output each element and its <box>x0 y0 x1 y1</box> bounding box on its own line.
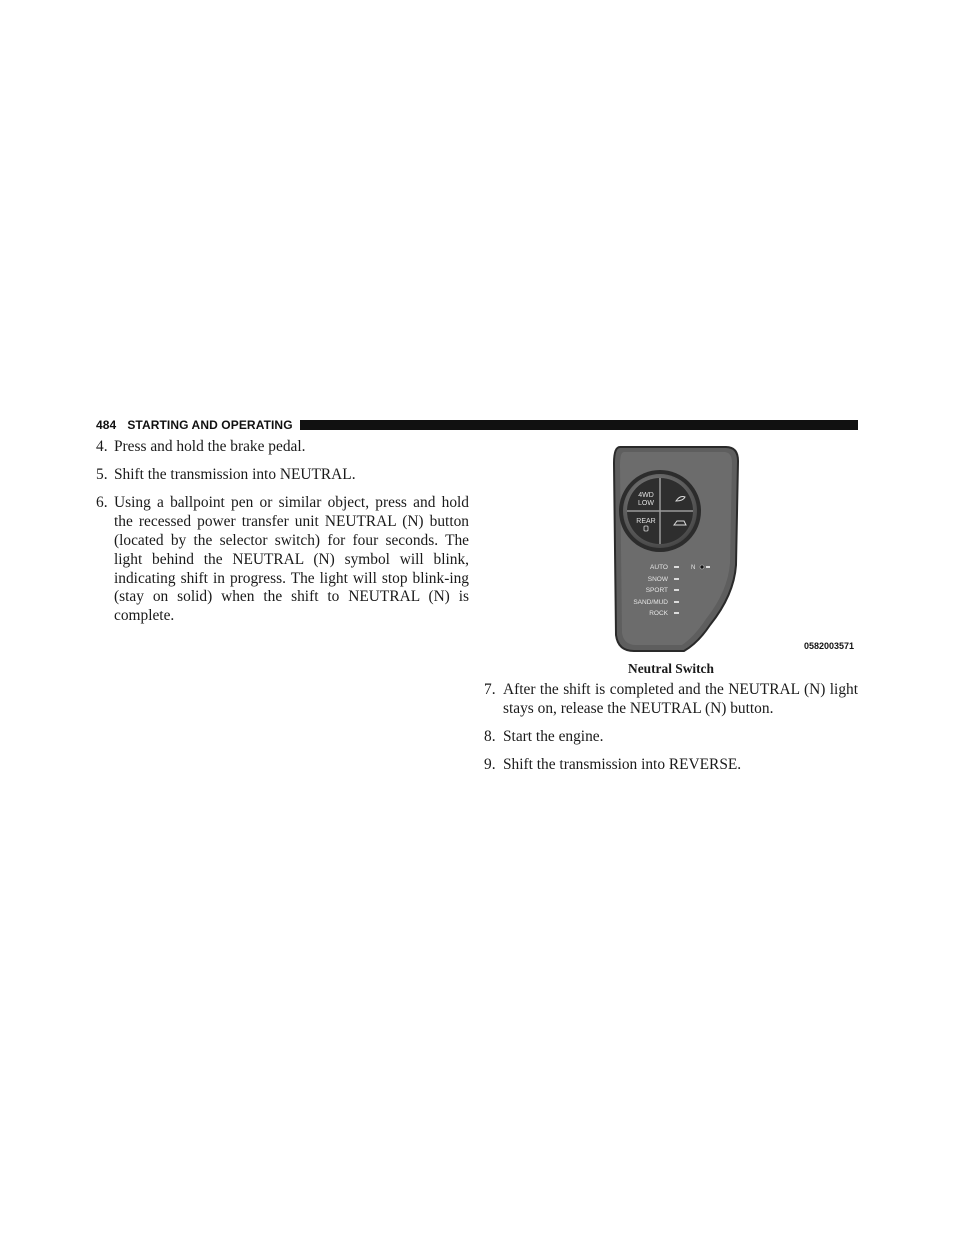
mode-label-snow: SNOW <box>647 576 668 583</box>
knob-label-4wd: 4WD <box>638 492 654 499</box>
step-text: Shift the transmission into NEUTRAL. <box>114 466 356 484</box>
mode-label-sport: SPORT <box>645 587 668 594</box>
step-number: 8. <box>484 727 496 745</box>
mode-indicator <box>674 612 679 614</box>
page-number: 484 <box>96 418 117 432</box>
section-title: STARTING AND OPERATING <box>127 418 293 432</box>
list-item <box>96 438 469 457</box>
step-number: 9. <box>484 756 496 774</box>
step-text: Shift the transmission into REVERSE. <box>503 756 742 774</box>
step-text: Start the engine. <box>503 727 604 745</box>
mode-label-sand-mud: SAND/MUD <box>633 599 668 606</box>
step-text: After the shift is completed and the NEUTRAL (N) light stays on, release the NEUTRAL (N) button. <box>503 681 858 717</box>
neutral-button <box>700 565 704 569</box>
step-number: 4. <box>96 438 108 455</box>
mode-indicator <box>674 566 679 568</box>
left-step-list <box>96 438 469 635</box>
neutral-switch-figure <box>598 445 860 657</box>
header-rule <box>300 420 858 430</box>
list-item <box>96 466 469 485</box>
step-text: Using a ballpoint pen or similar object, press and hold the recessed power transfer unit NEUTRAL (N) button (located by the selector switch) for four seconds. The light behind the NEUTRAL (N) symbol will blink, indicating shift in progress. The light will stop blink-ing (stay on solid) when the shift to NEUTRAL (N) is complete. <box>114 494 469 625</box>
step-number: 6. <box>96 494 108 512</box>
neutral-label: N <box>691 565 696 571</box>
mode-indicator <box>674 578 679 580</box>
figure-id: 0582003571 <box>803 641 854 651</box>
list-item <box>484 681 858 719</box>
step-number: 7. <box>484 681 496 698</box>
figure-caption: Neutral Switch <box>628 661 714 676</box>
step-text: Press and hold the brake pedal. <box>114 438 306 455</box>
knob-label-low: LOW <box>638 500 654 507</box>
right-step-list <box>484 681 858 784</box>
mode-indicator <box>674 601 679 603</box>
knob-label-rear: REAR <box>636 518 656 525</box>
list-item <box>484 728 858 747</box>
mode-label-auto: AUTO <box>650 564 668 571</box>
selector-switch-illustration <box>598 445 860 657</box>
list-item <box>484 756 858 775</box>
page-header <box>96 417 858 433</box>
mode-indicator <box>674 589 679 591</box>
mode-label-rock: ROCK <box>649 610 668 617</box>
step-number: 5. <box>96 466 108 484</box>
list-item <box>96 494 469 626</box>
